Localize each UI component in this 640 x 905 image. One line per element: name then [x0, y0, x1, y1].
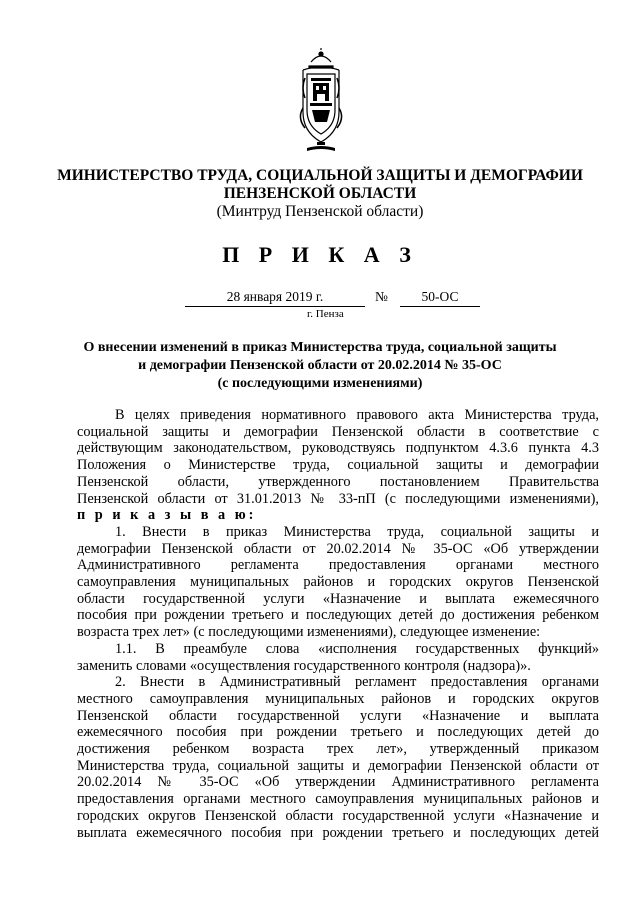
body-line: предоставления органами местного самоуправления муниципальных районов и: [77, 791, 599, 808]
document-date: 28 января 2019 г.: [185, 289, 365, 307]
body-line: достижения ребенком возраста трех лет», утвержденный приказом: [77, 741, 599, 758]
body-line: городских округов Пензенской области государственной услуги «Назначение и: [77, 807, 599, 824]
body-line: социальной защиты и демографии Пензенской области в соответствие с: [77, 423, 599, 440]
body-line: области государственной услуги «Назначение и выплата ежемесячного: [77, 590, 599, 607]
body-line: Пензенской области, утвержденного постановлением Правительства: [77, 473, 599, 490]
body-line: Пензенской области государственной услуги «Назначение и выплата: [77, 707, 599, 724]
body-line: Административного регламента предоставления органами местного: [77, 557, 599, 574]
body-line: действующим законодательством, руководствуясь подпунктом 4.3.6 пункта 4.3: [77, 440, 599, 457]
document-title: [40, 339, 600, 393]
document-number: 50-ОС: [400, 289, 480, 307]
order-word: п р и к а з ы в а ю:: [77, 507, 257, 524]
body-line: 2. Внести в Административный регламент предоставления органами: [115, 674, 599, 691]
body-line: В целях приведения нормативного правового акта Министерства труда,: [115, 407, 599, 423]
body-line: [77, 507, 599, 524]
ministry-line-1: МИНИСТЕРСТВО ТРУДА, СОЦИАЛЬНОЙ ЗАЩИТЫ И ДЕМОГРАФИИ: [57, 167, 583, 184]
title-line-3: (с последующими изменениями): [217, 376, 423, 391]
body-line: Пензенской области от 31.01.2013 № 33-пП (с последующими изменениями),: [77, 490, 599, 507]
document-body: [77, 407, 599, 841]
body-line: 1.1. В преамбуле слова «исполнения государственных функций»: [115, 640, 599, 657]
coat-of-arms-icon: [297, 48, 345, 156]
body-line: самоуправления муниципальных районов и городских округов Пензенской: [77, 574, 599, 591]
body-line: Положения о Министерстве труда, социальной защиты и демографии: [77, 457, 599, 474]
body-line: демографии Пензенской области от 20.02.2014 № 35-ОС «Об утверждении: [77, 540, 599, 557]
title-line-2: и демографии Пензенской области от 20.02.2014 № 35-ОС: [138, 358, 502, 373]
ministry-short-name: (Минтруд Пензенской области): [216, 203, 424, 220]
body-line: 1. Внести в приказ Министерства труда, социальной защиты и: [115, 523, 599, 540]
ministry-name: [40, 167, 600, 203]
body-line: пособия при рождении третьего и последующих детей до достижения ребенком: [77, 607, 599, 624]
body-line: возраста трех лет» (с последующими изменениями), следующее изменение:: [77, 624, 541, 641]
body-line: 20.02.2014 № 35-ОС «Об утверждении Административного регламента: [77, 774, 599, 791]
body-line: местного самоуправления муниципальных районов и городских округов: [77, 690, 599, 707]
body-line: выплата ежемесячного пособия при рождении третьего и последующих детей: [77, 824, 599, 841]
body-line: ежемесячного пособия при рождении третьего и последующих детей до: [77, 724, 599, 741]
document-type: П Р И К А З: [222, 242, 418, 267]
body-line: Министерства труда, социальной защиты и демографии Пензенской области от: [77, 757, 599, 774]
ministry-line-2: ПЕНЗЕНСКОЙ ОБЛАСТИ: [223, 185, 417, 202]
title-line-1: О внесении изменений в приказ Министерства труда, социальной защиты: [83, 340, 557, 355]
number-sign: №: [375, 289, 388, 304]
city: г. Пенза: [307, 308, 344, 320]
body-line: заменить словами «осуществления государственного контроля (надзора)».: [77, 657, 531, 674]
